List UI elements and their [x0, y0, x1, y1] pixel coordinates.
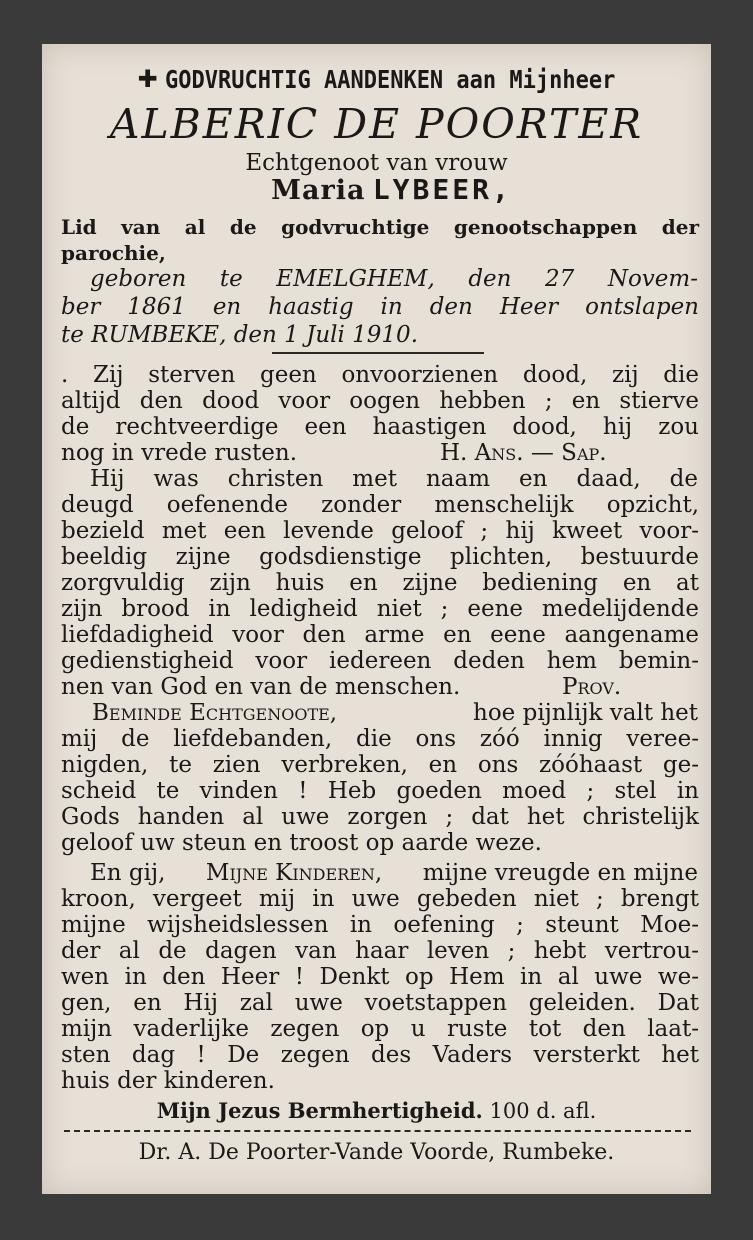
memorial-card [42, 44, 711, 1194]
text-line: Hij was christen met naam en daad, de [90, 466, 698, 492]
text-line: sten dag ! De zegen des Vaders versterkt het [61, 1042, 699, 1068]
text-line [90, 860, 698, 886]
divider-rule [272, 352, 484, 354]
text-fragment: mijne vreugde en mijne [422, 860, 698, 886]
bio-line-2: ber 1861 en haastig in den Heer ontslapen [61, 294, 699, 320]
printer-line: Dr. A. De Poorter-Vande Voorde, Rumbeke. [138, 1140, 615, 1165]
text-line: kroon, vergeet mij in uwe gebeden niet ; brengt [61, 886, 699, 912]
text-line: wen in den Heer ! Denkt op Hem in al uwe we- [61, 964, 699, 990]
indulgence-note: 100 d. afl. [489, 1099, 597, 1123]
address-children: Mijne Kinderen, [205, 860, 383, 886]
card-heading [42, 66, 711, 94]
text-line: huis der kinderen. [61, 1068, 275, 1094]
text-fragment: hoe pijnlijk valt het [473, 700, 698, 726]
bio-line-1: geboren te EMELGHEM, den 27 Novem- [90, 266, 698, 292]
text-line: scheid te vinden ! Heb goeden moed ; stel in [61, 778, 699, 804]
indulgence-prayer [42, 1098, 711, 1124]
heading-title: GODVRUCHTIG AANDENKEN aan Mijnheer [165, 66, 616, 95]
text-line: nen van God en van de menschen. [61, 674, 461, 700]
text-line: geloof uw steun en troost op aarde weze. [61, 830, 542, 856]
scripture-source: H. Ans. — Sap. [440, 440, 607, 466]
text-fragment: En gij, [90, 860, 166, 886]
spouse-name [72, 173, 711, 206]
text-line: deugd oefenende zonder menschelijk opzicht, [61, 492, 699, 518]
membership-line-1: Lid van al de godvruchtige genootschappen der [61, 215, 699, 239]
text-line: liefdadigheid voor den arme en eene aangename [61, 622, 699, 648]
dashed-divider [64, 1130, 691, 1132]
text-line: gedienstigheid voor iedereen deden hem bemin- [61, 648, 699, 674]
spouse-intro: Echtgenoot van vrouw [245, 150, 508, 176]
prayer-text: Mijn Jezus Bermhertigheid. [156, 1098, 483, 1123]
address-spouse: Beminde Echtgenoote, [92, 700, 338, 726]
scripture-source: Prov. [562, 674, 622, 700]
text-line: . Zij sterven geen onvoorzienen dood, zij die [61, 362, 699, 388]
spouse-first-name: Maria [271, 175, 366, 206]
text-line: zijn brood in ledigheid niet ; eene medelijdende [61, 596, 699, 622]
text-line: mij de liefdebanden, die ons zóó innig veree- [61, 726, 699, 752]
text-line: nigden, te zien verbreken, en ons zóóhaast ge- [61, 752, 699, 778]
text-line: mijn vaderlijke zegen op u ruste tot den laat- [61, 1016, 699, 1042]
bio-line-3: te RUMBEKE, den 1 Juli 1910. [61, 322, 419, 348]
membership-line-2: parochie, [61, 241, 166, 265]
text-line: de rechtveerdige een haastigen dood, hij zou [61, 414, 699, 440]
text-line: beeldig zijne godsdienstige plichten, bestuurde [61, 544, 699, 570]
cross-icon: ✚ [137, 65, 158, 93]
spouse-last-name: LYBEER, [372, 173, 512, 206]
text-line: der al de dagen van haar leven ; hebt vertrou- [61, 938, 699, 964]
deceased-name: ALBERIC DE POORTER [109, 100, 644, 148]
text-line: gen, en Hij zal uwe voetstappen geleiden. Dat [61, 990, 699, 1016]
text-line: nog in vrede rusten. [61, 440, 298, 466]
text-line: bezield met een levende geloof ; hij kweet voor- [61, 518, 699, 544]
text-line: Gods handen al uwe zorgen ; dat het christelijk [61, 804, 699, 830]
text-line [92, 700, 698, 726]
text-line: altijd den dood voor oogen hebben ; en stierve [61, 388, 699, 414]
text-line: mijne wijsheidslessen in oefening ; steunt Moe- [61, 912, 699, 938]
text-line: zorgvuldig zijn huis en zijne bediening en at [61, 570, 699, 596]
